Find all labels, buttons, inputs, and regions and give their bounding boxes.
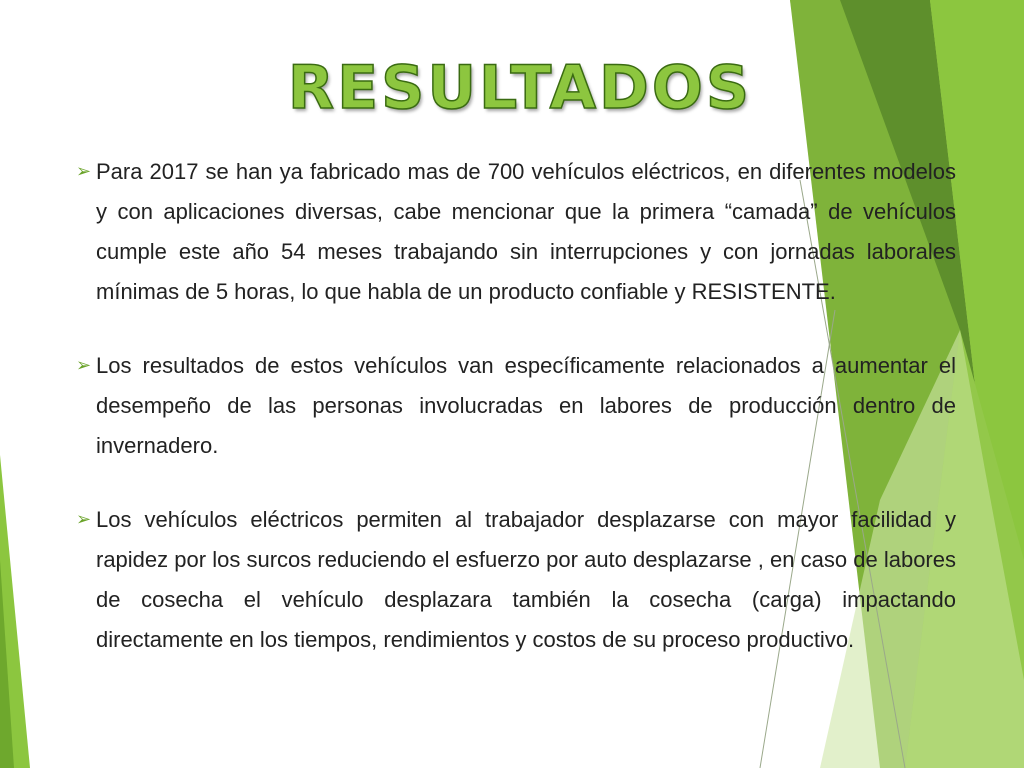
bullet-item [74, 152, 956, 312]
bullet-text: Los vehículos eléctricos permiten al trabajador desplazarse con mayor facilidad y rapidez por los surcos reduciendo el esfuerzo por auto desplazarse , en caso de labores de cosecha el vehículo desplazara también la cosecha (carga) impactando directamente en los tiempos, rendimientos y costos de su proceso productivo. [96, 507, 956, 652]
bullet-item [74, 346, 956, 466]
arrowhead-bullet-icon: ➢ [76, 355, 92, 376]
bullet-text: Para 2017 se han ya fabricado mas de 700 vehículos eléctricos, en diferentes modelos y con aplicaciones diversas, cabe mencionar que la primera “camada” de vehículos cumple este año 54 meses trabajando sin interrupciones y con jornadas laborales mínimas de 5 horas, lo que habla de un producto confiable y RESISTENTE. [96, 159, 956, 304]
slide-title: RESULTADOS [287, 53, 753, 123]
bullet-list [74, 152, 956, 694]
bullet-item [74, 500, 956, 660]
bullet-text: Los resultados de estos vehículos van específicamente relacionados a aumentar el desempeño de las personas involucradas en labores de producción dentro de invernadero. [96, 353, 956, 458]
arrowhead-bullet-icon: ➢ [76, 161, 92, 182]
arrowhead-bullet-icon: ➢ [76, 509, 92, 530]
